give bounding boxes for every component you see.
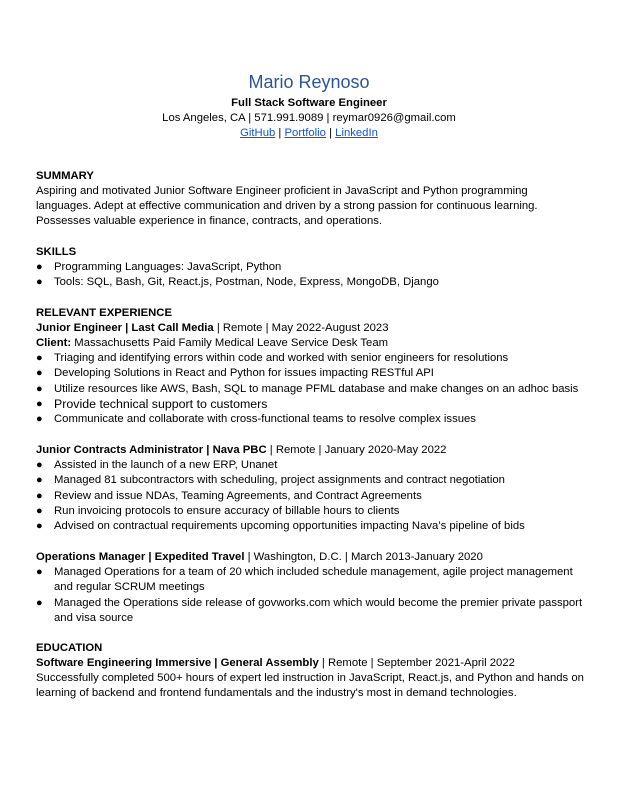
bullet-icon: ● bbox=[36, 459, 43, 471]
skills-heading: SKILLS bbox=[36, 246, 77, 258]
list-item: ● Tools: SQL, Bash, Git, React.js, Postman, Node, Express, MongoDB, Django bbox=[36, 275, 586, 290]
list-item: ● Programming Languages: JavaScript, Python bbox=[36, 260, 586, 275]
job-bullets bbox=[36, 458, 586, 534]
bullet-icon: ● bbox=[36, 397, 43, 410]
list-item: ● Review and issue NDAs, Teaming Agreements, and Contract Agreements bbox=[36, 489, 586, 504]
list-item: ● Communicate and collaborate with cross-functional teams to resolve complex issues bbox=[36, 412, 586, 427]
list-item: ● Managed Operations for a team of 20 which included schedule management, agile project management and regular SCRUM meetings bbox=[36, 566, 573, 594]
list-item: ● Provide technical support to customers bbox=[36, 396, 268, 411]
program-org: Software Engineering Immersive | General Assembly bbox=[36, 657, 319, 669]
job-bullets bbox=[36, 351, 586, 427]
list-item: ● Assisted in the launch of a new ERP, Unanet bbox=[36, 458, 586, 473]
education-text: Successfully completed 500+ hours of expert led instruction in JavaScript, React.js, and Python and hands on learning of backend and frontend fundamentals and the industry's most in demand technologies. bbox=[36, 672, 584, 700]
education-details: | Remote | September 2021-April 2022 bbox=[318, 657, 515, 669]
list-item: ● Run invoicing protocols to ensure accuracy of billable hours to clients bbox=[36, 504, 586, 519]
list-item: ● Developing Solutions in React and Python for issues impacting RESTful API bbox=[36, 366, 586, 381]
client-name: Massachusetts Paid Family Medical Leave Service Desk Team bbox=[71, 337, 389, 349]
bullet-icon: ● bbox=[36, 352, 43, 364]
summary-text: Aspiring and motivated Junior Software Engineer proficient in JavaScript and Python programming languages. Adept at effective communication and driven by a strong passion for continuous learning. Possesses valuable experience in finance, contracts, and operations. bbox=[36, 185, 538, 228]
portfolio-link[interactable]: Portfolio bbox=[284, 127, 326, 139]
bullet-icon: ● bbox=[36, 261, 43, 273]
github-link[interactable]: GitHub bbox=[240, 127, 276, 139]
bullet-icon: ● bbox=[36, 474, 43, 487]
education-heading: EDUCATION bbox=[36, 642, 103, 654]
job-details: | Remote | January 2020-May 2022 bbox=[266, 444, 447, 456]
list-item: ● Managed the Operations side release of govworks.com which would become the premier private passport and visa source bbox=[36, 596, 583, 624]
bullet-icon: ● bbox=[36, 566, 43, 578]
bullet-icon: ● bbox=[36, 276, 43, 289]
link-separator: | bbox=[325, 127, 336, 139]
job-details: | Remote | May 2022-August 2023 bbox=[213, 322, 389, 334]
job-header bbox=[36, 321, 586, 336]
linkedin-link[interactable]: LinkedIn bbox=[335, 127, 378, 139]
job-role-org: Junior Engineer | Last Call Media bbox=[36, 322, 214, 334]
candidate-name: Mario Reynoso bbox=[248, 72, 370, 92]
experience-heading: RELEVANT EXPERIENCE bbox=[36, 307, 173, 319]
job-bullets bbox=[36, 565, 586, 626]
job-header bbox=[36, 550, 586, 565]
bullet-icon: ● bbox=[36, 367, 43, 380]
bullet-icon: ● bbox=[36, 413, 43, 426]
job-title: Full Stack Software Engineer bbox=[231, 97, 387, 109]
job-header bbox=[36, 443, 586, 458]
resume-header bbox=[0, 70, 618, 141]
client-label: Client: bbox=[36, 337, 72, 349]
summary-heading: SUMMARY bbox=[36, 170, 94, 182]
bullet-icon: ● bbox=[36, 520, 43, 533]
bullet-icon: ● bbox=[36, 504, 43, 517]
job-role-org: Operations Manager | Expedited Travel bbox=[36, 551, 245, 563]
link-separator: | bbox=[275, 127, 285, 139]
list-item: ● Managed 81 subcontractors with scheduling, project assignments and contract negotiation bbox=[36, 473, 586, 488]
skills-list bbox=[36, 260, 586, 291]
job-role-org: Junior Contracts Administrator | Nava PBC bbox=[36, 444, 267, 456]
profile-links bbox=[0, 126, 618, 141]
list-item: ● Advised on contractual requirements upcoming opportunities impacting Nava’s pipeline of bids bbox=[36, 519, 586, 534]
contact-info: Los Angeles, CA | 571.991.9089 | reymar0926@gmail.com bbox=[162, 112, 456, 124]
education-header bbox=[36, 656, 586, 671]
list-item: ● Utilize resources like AWS, Bash, SQL to manage PFML database and make changes on an adhoc basis bbox=[36, 382, 586, 397]
job-client bbox=[36, 336, 586, 351]
bullet-icon: ● bbox=[36, 596, 43, 609]
list-item: ● Triaging and identifying errors within code and worked with senior engineers for resolutions bbox=[36, 351, 586, 366]
job-details: | Washington, D.C. | March 2013-January 2020 bbox=[244, 551, 483, 563]
bullet-icon: ● bbox=[36, 489, 43, 502]
bullet-icon: ● bbox=[36, 382, 43, 395]
